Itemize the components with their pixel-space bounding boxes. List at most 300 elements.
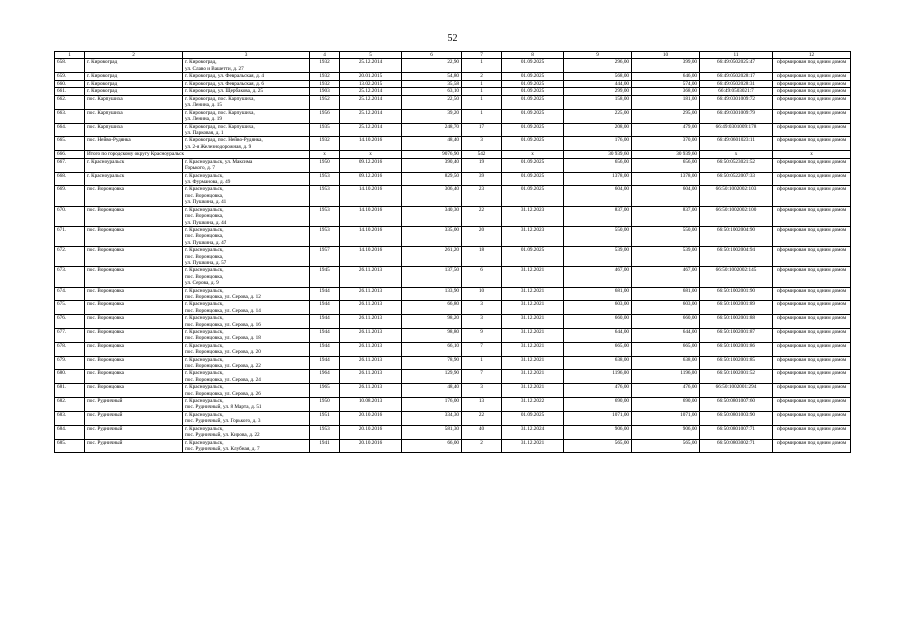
year-cell: 1944 <box>310 301 340 315</box>
cadastre-cell: 66:49:0502028:31 <box>700 80 773 88</box>
row-number: 662. <box>55 96 85 110</box>
cadastre-cell: 66:49:0601023:11 <box>700 137 773 151</box>
area-cell: 66,80 <box>402 301 462 315</box>
amount-cell: 479,00 <box>632 123 700 137</box>
settlement-cell: пос. Рудничный <box>85 411 183 425</box>
year-cell: 1944 <box>310 342 340 356</box>
year-cell: 1950 <box>310 398 340 412</box>
area-cell: 261,20 <box>402 247 462 267</box>
address-line: г. Красноуральск, <box>185 287 224 294</box>
year-cell: 1957 <box>310 247 340 267</box>
amount-cell: 574,00 <box>632 80 700 88</box>
column-number-7: 7 <box>462 52 502 59</box>
settlement-cell: пос. Карпушиха <box>85 123 183 137</box>
residents-cell: 1 <box>462 59 502 73</box>
address-cell <box>183 172 310 186</box>
amount-cell: 296,00 <box>564 59 632 73</box>
column-number-5: 5 <box>340 52 402 59</box>
residents-cell: 2 <box>462 439 502 453</box>
address-line: г. Кировоград, ул. Февральская, д. 6 <box>185 80 264 87</box>
note-cell: сформирован под одним домом <box>773 247 851 267</box>
row-number: 685. <box>55 439 85 453</box>
address-line: г. Красноуральск, <box>185 342 224 349</box>
deadline-cell: 31.12.2021 <box>502 370 564 384</box>
residents-cell: 1 <box>462 88 502 96</box>
settlement-cell: пос. Воронцовка <box>85 329 183 343</box>
residents-cell: 3 <box>462 301 502 315</box>
deadline-cell: 01.09.2025 <box>502 186 564 206</box>
deadline-cell: 31.12.2021 <box>502 267 564 287</box>
address-line: пос. Воронцовка, ул. Серова, д. 18 <box>185 335 261 342</box>
amount-cell: 604,00 <box>632 186 700 206</box>
column-number-12: 12 <box>773 52 851 59</box>
cadastre-cell: 66:50:0522007:33 <box>700 172 773 186</box>
note-cell: сформирован под одним домом <box>773 411 851 425</box>
year-cell: 1932 <box>310 59 340 73</box>
table-body <box>55 59 851 453</box>
note-cell: сформирован под одним домом <box>773 158 851 172</box>
area-cell: 248,70 <box>402 123 462 137</box>
cadastre-cell: 66:49:0502028:17 <box>700 73 773 81</box>
area-cell: 306,40 <box>402 186 462 206</box>
address-line: ул. Пушкина, д. 57 <box>185 259 227 266</box>
residents-cell: 3 <box>462 315 502 329</box>
date-cell: 10.08.2013 <box>340 398 402 412</box>
settlement-cell: пос. Воронцовка <box>85 384 183 398</box>
address-line: г. Красноуральск, <box>185 267 224 274</box>
amount-cell: 476,00 <box>632 384 700 398</box>
address-line: г. Красноуральск, <box>185 398 224 405</box>
residents-cell: 6 <box>462 267 502 287</box>
amount-cell: 295,00 <box>632 109 700 123</box>
year-cell: x <box>310 151 340 159</box>
amount-cell: 681,00 <box>632 287 700 301</box>
year-cell: 1932 <box>310 73 340 81</box>
area-cell: 78,90 <box>402 356 462 370</box>
address-line: пос. Рудничный, ул. Кирова, д. 22 <box>185 432 260 439</box>
cadastre-cell: 66:50:1002002:103 <box>700 186 773 206</box>
note-cell: сформирован под одним домом <box>773 137 851 151</box>
address-cell <box>183 398 310 412</box>
note-cell: сформирован под одним домом <box>773 439 851 453</box>
address-cell <box>183 226 310 246</box>
table-row <box>55 356 851 370</box>
row-number: 667. <box>55 158 85 172</box>
residents-cell: 7 <box>462 370 502 384</box>
page-number: 52 <box>447 33 458 44</box>
deadline-cell: 31.12.2021 <box>502 315 564 329</box>
deadline-cell: 01.09.2025 <box>502 123 564 137</box>
table-row <box>55 247 851 267</box>
deadline-cell: 31.12.2024 <box>502 425 564 439</box>
address-cell <box>183 59 310 73</box>
note-cell: сформирован под одним домом <box>773 425 851 439</box>
settlement-cell: пос. Рудничный <box>85 425 183 439</box>
area-cell: 137,50 <box>402 267 462 287</box>
residents-cell: 9 <box>462 329 502 343</box>
note-cell: сформирован под одним домом <box>773 186 851 206</box>
address-line: г. Красноуральск, <box>185 329 224 335</box>
address-line: ул. Ленина, д. 19 <box>185 116 222 123</box>
cadastre-cell: 66:50:1002004:94 <box>700 247 773 267</box>
cadastre-cell: 66:50:1002001:87 <box>700 329 773 343</box>
address-cell <box>183 287 310 301</box>
area-cell: 66,00 <box>402 439 462 453</box>
row-number: 669. <box>55 186 85 206</box>
amount-cell: 1378,00 <box>632 172 700 186</box>
note-cell: сформирован под одним домом <box>773 315 851 329</box>
address-cell <box>183 267 310 287</box>
amount-cell: 837,00 <box>632 206 700 226</box>
address-line: ул. Парковая, д. 1 <box>185 130 224 137</box>
note-cell: сформирован под одним домом <box>773 356 851 370</box>
amount-cell: 644,00 <box>632 329 700 343</box>
year-cell: 1941 <box>310 439 340 453</box>
residents-cell: 1 <box>462 80 502 88</box>
column-number-3: 3 <box>183 52 310 59</box>
address-line: г. Кировоград, <box>185 59 217 66</box>
year-cell: 1953 <box>310 425 340 439</box>
date-cell: 14.10.2016 <box>340 186 402 206</box>
table-row <box>55 398 851 412</box>
deadline-cell: 31.12.2023 <box>502 226 564 246</box>
amount-cell: 225,00 <box>564 109 632 123</box>
residents-cell: 22 <box>462 411 502 425</box>
note-cell: сформирован под одним домом <box>773 73 851 81</box>
address-line: ул. Славо и Вашетти, д. 27 <box>185 65 244 72</box>
row-number: 675. <box>55 301 85 315</box>
residents-cell: 3 <box>462 137 502 151</box>
address-line: пос. Воронцовка, ул. Серова, д. 22 <box>185 363 261 370</box>
residents-cell: 40 <box>462 425 502 439</box>
date-cell: x <box>340 151 402 159</box>
residents-cell: 22 <box>462 206 502 226</box>
amount-cell: 603,00 <box>632 301 700 315</box>
amount-cell: 467,00 <box>632 267 700 287</box>
date-cell: 25.12.2014 <box>340 88 402 96</box>
deadline-cell: 01.09.2025 <box>502 247 564 267</box>
settlement-cell: пос. Воронцовка <box>85 301 183 315</box>
year-cell: 1953 <box>310 186 340 206</box>
year-cell: 1953 <box>310 172 340 186</box>
cadastre-cell: 66:50:1002004:90 <box>700 226 773 246</box>
address-line: ул. Ленина, д. 15 <box>185 102 222 109</box>
address-line: Горького, д. 7 <box>185 165 215 172</box>
date-cell: 14.10.2016 <box>340 247 402 267</box>
deadline-cell: 31.12.2023 <box>502 206 564 226</box>
address-line: г. Красноуральск, <box>185 384 224 391</box>
note-cell: сформирован под одним домом <box>773 329 851 343</box>
row-number: 663. <box>55 109 85 123</box>
amount-cell: 208,00 <box>564 123 632 137</box>
address-line: пос. Воронцовка, ул. Серова, д. 12 <box>185 293 261 300</box>
column-number-row <box>55 52 851 59</box>
area-cell: 340,30 <box>402 206 462 226</box>
deadline-cell: 01.09.2025 <box>502 137 564 151</box>
address-line: г. Кировоград, ул. Щербакова, д. 25 <box>185 88 263 95</box>
cadastre-cell: 66:49:0301009:79 <box>700 109 773 123</box>
table-row <box>55 329 851 343</box>
table-row <box>55 287 851 301</box>
cadastre-cell: 66:50:0523021:52 <box>700 158 773 172</box>
row-number: 679. <box>55 356 85 370</box>
settlement-cell: пос. Воронцовка <box>85 247 183 267</box>
settlement-cell: пос. Воронцовка <box>85 356 183 370</box>
table-row <box>55 73 851 81</box>
address-line: ул. Фурманова, д. 49 <box>185 179 231 186</box>
row-number: 678. <box>55 342 85 356</box>
address-line: г. Красноуральск, <box>185 425 224 432</box>
area-cell: 35,58 <box>402 80 462 88</box>
note-cell: сформирован под одним домом <box>773 342 851 356</box>
address-line: пос. Воронцовка, <box>185 233 224 240</box>
year-cell: 1944 <box>310 287 340 301</box>
year-cell: 1945 <box>310 267 340 287</box>
deadline-cell: 01.09.2025 <box>502 172 564 186</box>
amount-cell: 1378,00 <box>564 172 632 186</box>
date-cell: 26.11.2013 <box>340 342 402 356</box>
date-cell: 25.12.2014 <box>340 59 402 73</box>
table-row <box>55 315 851 329</box>
date-cell: 26.11.2013 <box>340 384 402 398</box>
residents-cell: 1 <box>462 109 502 123</box>
address-line: г. Красноуральск, <box>185 411 224 418</box>
residents-cell: 2 <box>462 73 502 81</box>
date-cell: 25.12.2014 <box>340 96 402 110</box>
date-cell: 09.12.2016 <box>340 158 402 172</box>
address-cell <box>183 384 310 398</box>
area-cell: 133,90 <box>402 287 462 301</box>
deadline-cell: 31.12.2021 <box>502 342 564 356</box>
amount-cell: 660,00 <box>632 315 700 329</box>
address-cell <box>183 342 310 356</box>
column-number-6: 6 <box>402 52 462 59</box>
row-number: 661. <box>55 88 85 96</box>
date-cell: 26.11.2013 <box>340 356 402 370</box>
amount-cell: 1196,00 <box>564 370 632 384</box>
row-number: 673. <box>55 267 85 287</box>
amount-cell: 665,00 <box>564 342 632 356</box>
address-cell <box>183 88 310 96</box>
amount-cell: 30 939,60 <box>632 151 700 159</box>
date-cell: 26.11.2013 <box>340 301 402 315</box>
area-cell: 9076,90 <box>402 151 462 159</box>
amount-cell: 550,00 <box>564 226 632 246</box>
cadastre-cell: 66:50:1002001:52 <box>700 370 773 384</box>
deadline-cell: 31.12.2021 <box>502 301 564 315</box>
area-cell: 22,90 <box>402 59 462 73</box>
year-cell: 1903 <box>310 88 340 96</box>
year-cell: 1935 <box>310 123 340 137</box>
amount-cell: 1071,00 <box>564 411 632 425</box>
amount-cell: 467,00 <box>564 267 632 287</box>
address-line: пос. Воронцовка, <box>185 213 224 220</box>
row-number: 683. <box>55 411 85 425</box>
table-row <box>55 425 851 439</box>
table-row <box>55 88 851 96</box>
amount-cell: 158,00 <box>564 96 632 110</box>
deadline-cell: 01.09.2025 <box>502 411 564 425</box>
table-row <box>55 172 851 186</box>
address-line: г. Кировоград, пос. Нейво-Рудянка, <box>185 137 263 144</box>
column-number-10: 10 <box>632 52 700 59</box>
address-cell <box>183 301 310 315</box>
deadline-cell: 01.09.2025 <box>502 109 564 123</box>
settlement-cell: пос. Карпушиха <box>85 109 183 123</box>
address-line: пос. Воронцовка, <box>185 192 224 199</box>
address-line: г. Кировоград, ул. Февральская, д. 4 <box>185 73 264 80</box>
address-cell <box>183 96 310 110</box>
row-number: 671. <box>55 226 85 246</box>
note-cell: сформирован под одним домом <box>773 96 851 110</box>
address-cell <box>183 370 310 384</box>
date-cell: 26.11.2013 <box>340 267 402 287</box>
amount-cell: 656,00 <box>564 158 632 172</box>
area-cell: 334,30 <box>402 411 462 425</box>
area-cell: 66,10 <box>402 342 462 356</box>
date-cell: 14.10.2016 <box>340 206 402 226</box>
area-cell: 48,40 <box>402 384 462 398</box>
year-cell: 1956 <box>310 109 340 123</box>
amount-cell: 603,00 <box>564 301 632 315</box>
address-line: пос. Воронцовка, <box>185 273 224 280</box>
amount-cell: 539,00 <box>632 247 700 267</box>
row-number: 670. <box>55 206 85 226</box>
amount-cell: 604,00 <box>564 186 632 206</box>
table-row <box>55 411 851 425</box>
amount-cell: 638,00 <box>632 356 700 370</box>
year-cell: 1944 <box>310 356 340 370</box>
amount-cell: 660,00 <box>564 315 632 329</box>
address-line: ул. Пушкина, д. 47 <box>185 239 227 246</box>
settlement-cell: г. Кировоград <box>85 73 183 81</box>
date-cell: 14.10.2016 <box>340 226 402 246</box>
note-cell: сформирован под одним домом <box>773 88 851 96</box>
amount-cell: 837,00 <box>564 206 632 226</box>
table-row <box>55 109 851 123</box>
amount-cell: 690,00 <box>632 398 700 412</box>
address-line: ул. Пушкина, д. 41 <box>185 199 227 206</box>
area-cell: 39,20 <box>402 109 462 123</box>
settlement-cell: г. Кировоград <box>85 59 183 73</box>
residents-cell: 542 <box>462 151 502 159</box>
residents-cell: 1 <box>462 96 502 110</box>
address-line: пос. Воронцовка, ул. Серова, д. 26 <box>185 390 261 397</box>
date-cell: 20.10.2016 <box>340 439 402 453</box>
row-number: 659. <box>55 73 85 81</box>
row-number: 664. <box>55 123 85 137</box>
residents-cell: 7 <box>462 342 502 356</box>
amount-cell: 444,00 <box>564 80 632 88</box>
table-row <box>55 206 851 226</box>
table-row <box>55 226 851 246</box>
housing-register-table <box>54 51 851 453</box>
column-number-8: 8 <box>502 52 564 59</box>
row-number: 677. <box>55 329 85 343</box>
column-number-11: 11 <box>700 52 773 59</box>
address-cell <box>183 137 310 151</box>
settlement-cell: пос. Воронцовка <box>85 267 183 287</box>
note-cell: сформирован под одним домом <box>773 398 851 412</box>
year-cell: 1950 <box>310 158 340 172</box>
address-line: ул. 2-я Железнодорожная, д. 9 <box>185 143 252 150</box>
cadastre-cell: 66:50:0801003:90 <box>700 411 773 425</box>
settlement-cell: пос. Рудничный <box>85 398 183 412</box>
area-cell: 63,10 <box>402 88 462 96</box>
date-cell: 25.12.2014 <box>340 109 402 123</box>
year-cell: 1932 <box>310 80 340 88</box>
residents-cell: 19 <box>462 158 502 172</box>
address-cell <box>183 315 310 329</box>
address-line: г. Кировоград, пос. Карпушиха, <box>185 96 255 102</box>
residents-cell: 3 <box>462 384 502 398</box>
row-number: 665. <box>55 137 85 151</box>
year-cell: 1952 <box>310 96 340 110</box>
address-cell <box>183 411 310 425</box>
settlement-cell: г. Кировоград <box>85 88 183 96</box>
deadline-cell: 31.12.2021 <box>502 329 564 343</box>
address-line: г. Кировоград, пос. Карпушиха, <box>185 109 255 116</box>
residents-cell: 17 <box>462 123 502 137</box>
address-line: пос. Рудничный, ул. Горького, д. 3 <box>185 418 261 425</box>
year-cell: 1951 <box>310 411 340 425</box>
area-cell: 98,80 <box>402 329 462 343</box>
note-cell: сформирован под одним домом <box>773 370 851 384</box>
year-cell: 1953 <box>310 226 340 246</box>
deadline-cell: 31.12.2021 <box>502 439 564 453</box>
amount-cell: 176,00 <box>564 137 632 151</box>
settlement-cell: пос. Воронцовка <box>85 287 183 301</box>
table-row <box>55 158 851 172</box>
date-cell: 20.01.2015 <box>340 73 402 81</box>
address-cell <box>183 356 310 370</box>
address-cell <box>183 206 310 226</box>
address-line: г. Кировоград, пос. Карпушиха, <box>185 123 255 130</box>
address-line: г. Красноуральск, ул. Максима <box>185 158 253 165</box>
area-cell: 581,30 <box>402 425 462 439</box>
residents-cell: 23 <box>462 186 502 206</box>
table-row <box>55 384 851 398</box>
note-cell: сформирован под одним домом <box>773 226 851 246</box>
address-cell <box>183 247 310 267</box>
amount-cell: 565,00 <box>632 439 700 453</box>
year-cell: 1932 <box>310 137 340 151</box>
date-cell: 14.10.2016 <box>340 137 402 151</box>
area-cell: 98,20 <box>402 315 462 329</box>
cadastre-cell: 66:50:1002001:86 <box>700 342 773 356</box>
address-line: г. Красноуральск, <box>185 356 224 363</box>
address-cell <box>183 109 310 123</box>
amount-cell: 646,00 <box>632 73 700 81</box>
settlement-cell: г. Красноуральск <box>85 158 183 172</box>
date-cell: 26.11.2013 <box>340 329 402 343</box>
residents-cell: 10 <box>462 287 502 301</box>
address-line: г. Красноуральск, <box>185 247 224 254</box>
table-row <box>55 267 851 287</box>
deadline-cell: 31.12.2021 <box>502 384 564 398</box>
date-cell: 09.12.2016 <box>340 172 402 186</box>
date-cell: 26.11.2013 <box>340 370 402 384</box>
table-row <box>55 59 851 73</box>
deadline-cell: 01.09.2025 <box>502 96 564 110</box>
column-number-1: 1 <box>55 52 85 59</box>
amount-cell: 665,00 <box>632 342 700 356</box>
address-cell <box>183 439 310 453</box>
area-cell: 829,50 <box>402 172 462 186</box>
settlement-cell: пос. Воронцовка <box>85 206 183 226</box>
amount-cell: 681,00 <box>564 287 632 301</box>
address-cell <box>183 425 310 439</box>
